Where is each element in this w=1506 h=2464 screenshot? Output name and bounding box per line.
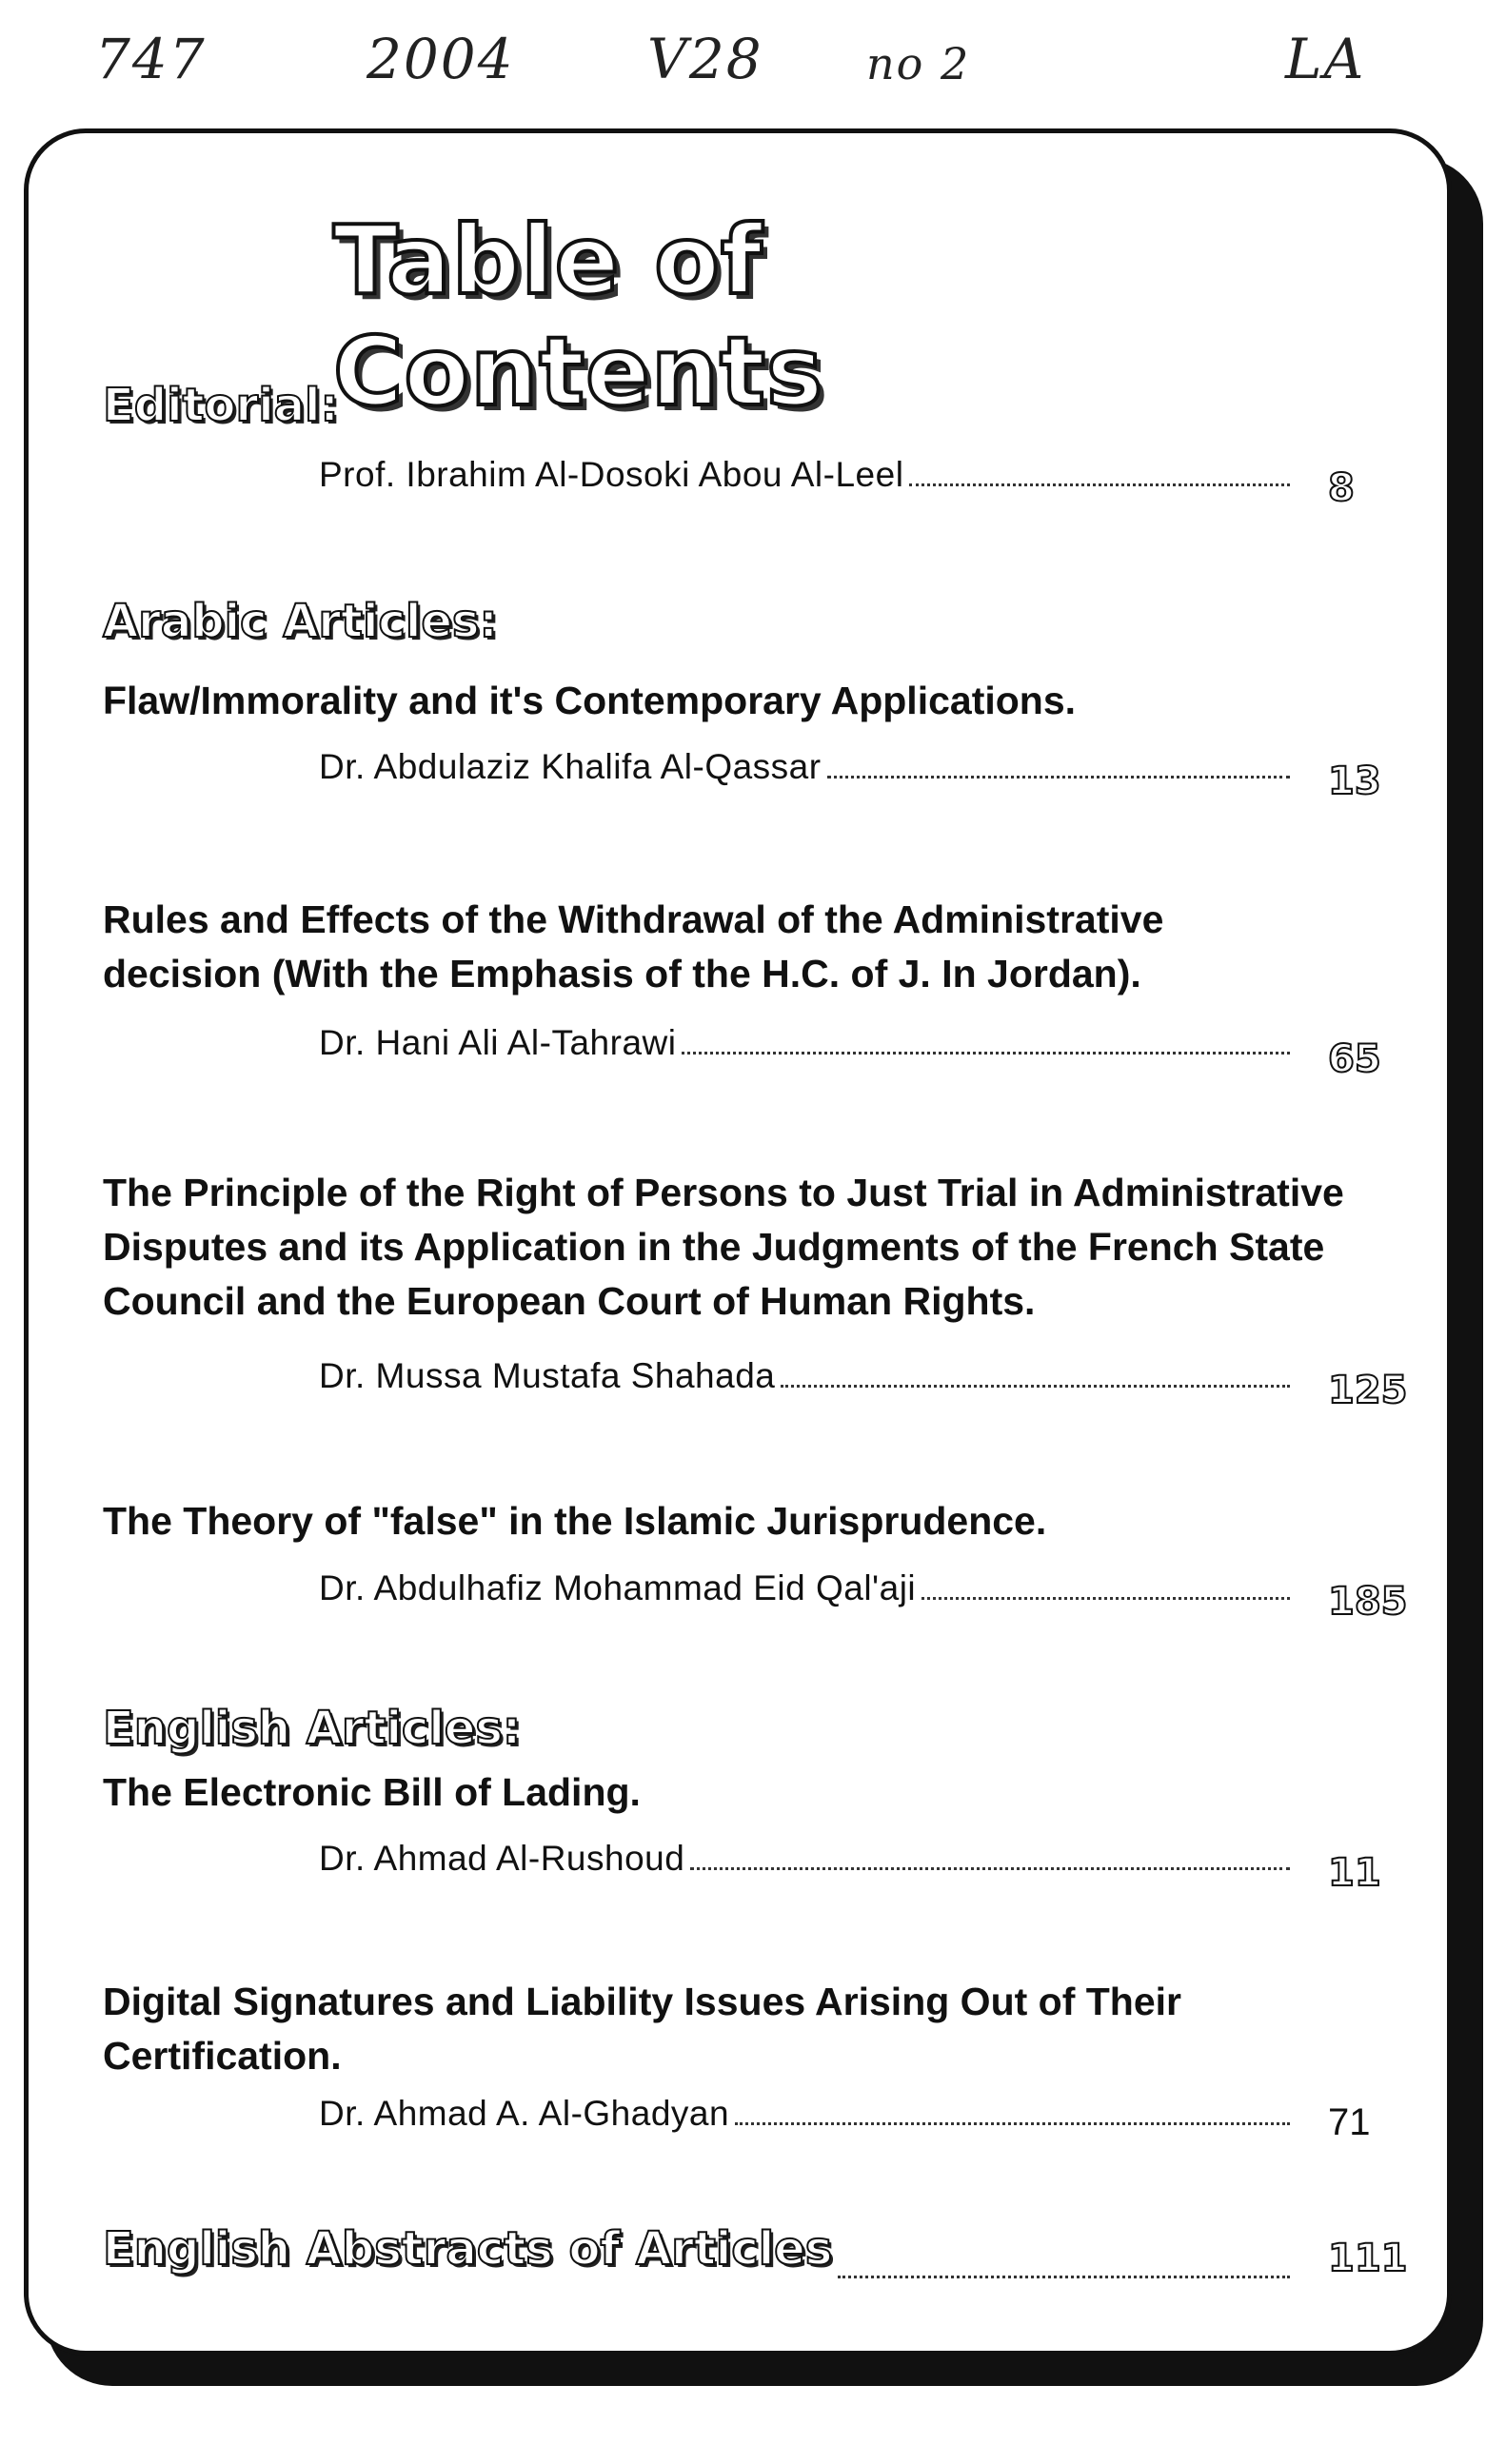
- author-name: Dr. Abdulaziz Khalifa Al-Qassar: [319, 747, 822, 786]
- page-number: 185: [1328, 1580, 1408, 1624]
- author-name: Dr. Ahmad Al-Rushoud: [319, 1839, 685, 1878]
- article-title: Flaw/Immorality and it's Contemporary Applications.: [103, 679, 1077, 722]
- article-title: Rules and Effects of the Withdrawal of the Administrative decision (With the Emphasis of the H.C. of J. In Jordan).: [103, 897, 1164, 995]
- author-line: [319, 1356, 1290, 1396]
- article-title: The Principle of the Right of Persons to Just Trial in Administrative Disputes and its Application in the Judgments of the French State Council and the European Court of Human Rights.: [103, 1171, 1344, 1323]
- author-line: [319, 1568, 1290, 1608]
- author-name: Dr. Hani Ali Al-Tahrawi: [319, 1023, 677, 1062]
- leader-dots: [781, 1384, 1290, 1388]
- section-heading-abstracts: English Abstracts of Articles: [103, 2222, 833, 2276]
- handwritten-code: LA: [1285, 27, 1366, 91]
- page-number: 8: [1328, 466, 1355, 510]
- article-title: Digital Signatures and Liability Issues Arising Out of Their Certification.: [103, 1980, 1181, 2078]
- leader-dots: [690, 1866, 1290, 1870]
- leader-dots: [921, 1596, 1290, 1600]
- author-name: Dr. Mussa Mustafa Shahada: [319, 1356, 776, 1395]
- page-number: 125: [1328, 1369, 1408, 1412]
- page-number: 65: [1328, 1037, 1381, 1081]
- author-line: [319, 1023, 1290, 1063]
- author-name: Dr. Abdulhafiz Mohammad Eid Qal'aji: [319, 1568, 917, 1607]
- section-heading-arabic: Arabic Articles:: [103, 595, 498, 648]
- page-number: 11: [1328, 1851, 1381, 1895]
- handwritten-issue: no 2: [866, 38, 971, 89]
- handwritten-volume: V28: [647, 27, 763, 91]
- article-title: The Electronic Bill of Lading.: [103, 1770, 641, 1814]
- author-name: Prof. Ibrahim Al-Dosoki Abou Al-Leel: [319, 455, 904, 494]
- leader-dots: [838, 2275, 1290, 2278]
- page-number: 71: [1328, 2101, 1371, 2143]
- leader-dots: [735, 2121, 1290, 2125]
- handwritten-year: 2004: [367, 27, 515, 91]
- section-heading-english: English Articles:: [103, 1702, 522, 1755]
- section-heading-editorial: Editorial:: [103, 379, 339, 432]
- leader-dots: [682, 1051, 1290, 1055]
- author-name: Dr. Ahmad A. Al-Ghadyan: [319, 2094, 730, 2133]
- page-number: 111: [1328, 2237, 1408, 2280]
- author-line: [319, 2094, 1290, 2134]
- author-line: [319, 747, 1290, 787]
- page-number: 13: [1328, 759, 1381, 803]
- leader-dots: [909, 483, 1290, 486]
- author-line: [319, 455, 1290, 495]
- author-line: [319, 1839, 1290, 1879]
- handwritten-call-number: 747: [95, 27, 207, 91]
- page-title: Table of Contents: [333, 205, 824, 427]
- leader-dots: [827, 775, 1290, 779]
- article-title: The Theory of "false" in the Islamic Jurisprudence.: [103, 1499, 1047, 1543]
